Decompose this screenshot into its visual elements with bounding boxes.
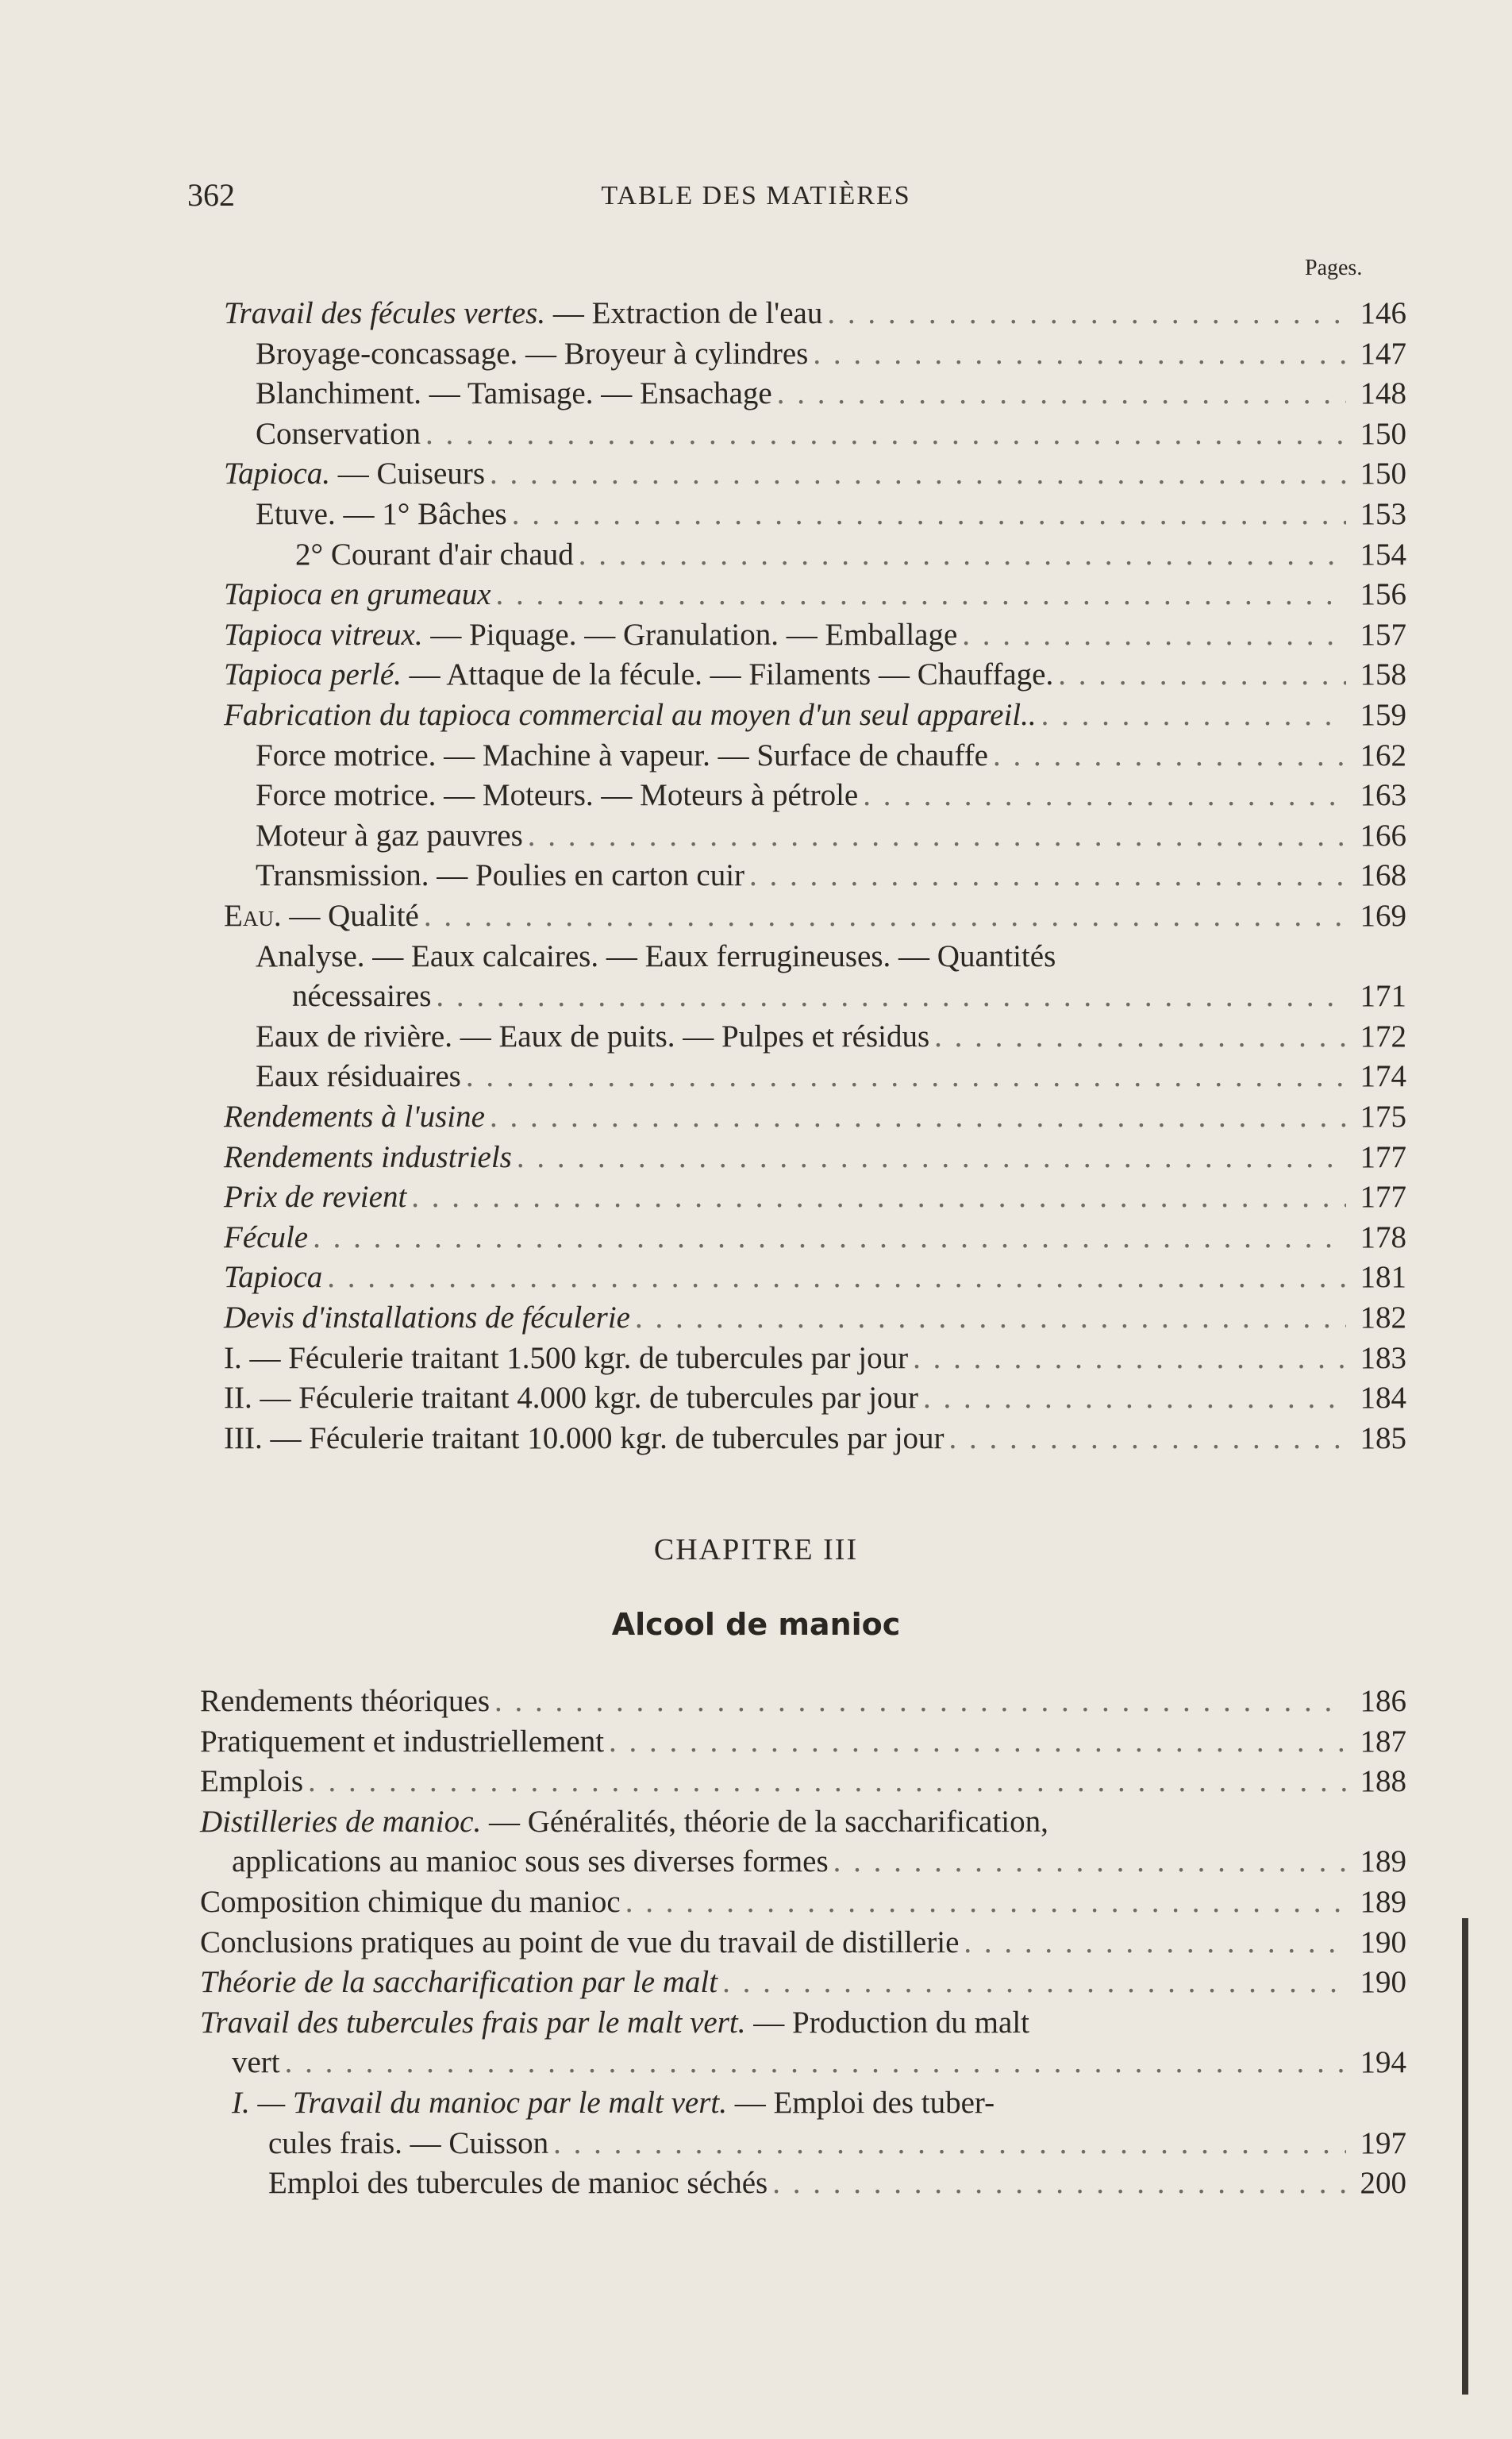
toc-page-number: 159 (1360, 698, 1406, 732)
toc-page-number: 147 (1360, 336, 1406, 371)
toc-entry (224, 454, 1406, 494)
toc-page-number: 181 (1360, 1260, 1406, 1295)
toc-entry-text (224, 1138, 512, 1177)
dot-leader (744, 856, 1346, 896)
toc-entry (224, 655, 1406, 695)
toc-entry (200, 1722, 1406, 1762)
toc-page-number: 174 (1360, 1059, 1406, 1094)
toc-page-number: 189 (1360, 1844, 1406, 1879)
toc-entry (224, 1097, 1406, 1137)
toc-page-number: 175 (1360, 1100, 1406, 1134)
toc-page-number: 156 (1360, 577, 1406, 612)
toc-page-number: 183 (1360, 1340, 1406, 1375)
toc-entry-segment: II. — Féculerie traitant 4.000 kgr. de tubercules par jour (224, 1381, 919, 1416)
toc-entry-segment: Eau. (224, 899, 282, 933)
toc-entry-text (200, 1882, 621, 1922)
toc-entry (200, 2003, 1406, 2043)
dot-leader (988, 736, 1346, 776)
pages-column-label: Pages. (1305, 256, 1363, 280)
toc-page-number: 162 (1360, 738, 1406, 773)
dot-leader (431, 977, 1346, 1016)
dot-leader (490, 1682, 1346, 1721)
page-number: 362 (187, 177, 235, 213)
toc-entry (200, 1682, 1406, 1721)
toc-page-number: 172 (1360, 1019, 1406, 1054)
toc-entry-text (200, 1963, 718, 2002)
toc-entry-segment: Fécule (224, 1220, 309, 1254)
toc-entry-text (224, 1177, 406, 1217)
toc-entry-segment: nécessaires (292, 979, 432, 1014)
toc-entry-segment: — Généralités, théorie de la saccharification, (481, 1804, 1048, 1839)
toc-entry (200, 1963, 1406, 2002)
toc-entry (200, 1923, 1406, 1963)
toc-entry (256, 495, 1406, 534)
toc-entry-text (256, 1057, 461, 1096)
toc-entry-text (256, 937, 1056, 977)
dot-leader (303, 1762, 1346, 1801)
dot-leader (1053, 655, 1346, 695)
dot-leader (768, 2164, 1346, 2203)
toc-page-number: 187 (1360, 1724, 1406, 1759)
toc-entry-text (224, 1378, 918, 1418)
toc-entry (224, 1339, 1406, 1378)
toc-entry-segment: Emplois (200, 1764, 304, 1799)
dot-leader (630, 1298, 1346, 1338)
dot-leader (908, 1339, 1346, 1378)
toc-entry-text (224, 1258, 322, 1297)
toc-entry-text (256, 856, 744, 896)
toc-entry-segment: Eaux de rivière. — Eaux de puits. — Pulpes et résidus (256, 1019, 930, 1054)
toc-entry-text (232, 1842, 829, 1882)
toc-entry-segment: Rendements à l'usine (224, 1100, 485, 1134)
toc-entry-segment: — Cuiseurs (330, 457, 486, 491)
chapter-label: CHAPITRE III (653, 1533, 859, 1566)
toc-entry-text (232, 2083, 995, 2123)
toc-entry-segment: Composition chimique du manioc (200, 1885, 621, 1919)
running-title: TABLE DES MATIÈRES (601, 181, 911, 210)
toc-entry-segment: Tapioca (224, 1260, 323, 1295)
toc-page-number: 153 (1360, 497, 1406, 531)
toc-entry-segment: Devis d'installations de féculerie (224, 1300, 630, 1335)
dot-leader (829, 1842, 1346, 1882)
toc-entry (224, 1419, 1406, 1458)
toc-page-number: 185 (1360, 1420, 1406, 1455)
toc-entry-text (268, 2164, 768, 2203)
toc-entry-text (200, 1682, 490, 1721)
toc-entry-segment: applications au manioc sous ses diverses formes (232, 1844, 829, 1879)
toc-entry-segment: Emploi des tubercules de manioc séchés (268, 2166, 768, 2201)
toc-entry-segment: Prix de revient (224, 1180, 407, 1215)
toc-page-number: 182 (1360, 1300, 1406, 1335)
toc-entry (200, 1802, 1406, 1842)
toc-entry-text (200, 1762, 303, 1801)
toc-entry-segment: Conclusions pratiques au point de vue du travail de distillerie (200, 1925, 960, 1959)
toc-entry-text (200, 1722, 604, 1762)
toc-entry-text (256, 776, 858, 815)
toc-entry-segment: Rendements théoriques (200, 1684, 490, 1718)
toc-entry (256, 1017, 1406, 1057)
toc-entry-text (224, 695, 1037, 735)
toc-page-number: 189 (1360, 1885, 1406, 1919)
toc-entry-text (224, 294, 822, 333)
toc-entry-segment: Eaux résiduaires (256, 1059, 461, 1094)
toc-entry-segment: Blanchiment. — Tamisage. — Ensachage (256, 376, 772, 411)
toc-entry (224, 575, 1406, 615)
toc-page-number: 197 (1360, 2125, 1406, 2160)
dot-leader (322, 1258, 1346, 1297)
toc-entry-text (224, 1298, 630, 1338)
toc-page-number: 194 (1360, 2045, 1406, 2080)
dot-leader (280, 2043, 1346, 2083)
dot-leader (957, 615, 1346, 655)
toc-entry (256, 816, 1406, 856)
toc-entry-segment: — Production du malt (745, 2005, 1029, 2040)
toc-entry-segment: — Piquage. — Granulation. — Emballage (422, 617, 958, 652)
toc-entry-text (224, 896, 419, 936)
toc-entry-segment: Etuve. — 1° Bâches (256, 497, 507, 531)
dot-leader (959, 1923, 1346, 1963)
toc-entry-segment: cules frais. — Cuisson (268, 2125, 549, 2160)
toc-entry-text (256, 334, 808, 374)
toc-entry-text (224, 1419, 945, 1458)
toc-entry-segment: III. — Féculerie traitant 10.000 kgr. de tubercules par jour (224, 1420, 945, 1455)
toc-entry-text (224, 1097, 485, 1137)
toc-page-number: 178 (1360, 1220, 1406, 1254)
toc-entry-segment: Rendements industriels (224, 1139, 512, 1174)
toc-entry (268, 2124, 1406, 2164)
toc-page-number: 190 (1360, 1965, 1406, 2000)
dot-leader (929, 1017, 1346, 1057)
toc-page-number: 163 (1360, 778, 1406, 813)
toc-entry (256, 1057, 1406, 1096)
toc-entry-segment: Distilleries de manioc. (200, 1804, 482, 1839)
toc-entry-text (232, 2043, 280, 2083)
toc-entry-segment: Force motrice. — Moteurs. — Moteurs à pétrole (256, 778, 859, 813)
toc-entry-segment: — Qualité (281, 899, 419, 933)
dot-leader (421, 414, 1346, 454)
dot-leader (772, 374, 1346, 414)
toc-entry-segment: Théorie de la saccharification par le malt (200, 1965, 718, 2000)
dot-leader (308, 1218, 1346, 1258)
toc-entry-segment: Tapioca. (224, 457, 331, 491)
toc-entry-text (224, 1339, 908, 1378)
toc-entry (256, 736, 1406, 776)
toc-entry-segment: vert (232, 2045, 280, 2080)
dot-leader (945, 1419, 1346, 1458)
toc-entry-text (224, 1218, 308, 1258)
toc-entry-text (256, 736, 988, 776)
toc-entry-segment: Broyage-concassage. — Broyeur à cylindres (256, 336, 809, 371)
toc-entry-segment: 2° Courant d'air chaud (295, 537, 574, 572)
dot-leader (406, 1177, 1346, 1217)
toc-entry-text (295, 535, 574, 575)
toc-entry-segment: I. — Travail du manioc par le malt vert. (232, 2086, 727, 2120)
toc-entry-text (224, 454, 485, 494)
toc-entry-text (256, 374, 772, 414)
dot-leader (461, 1057, 1346, 1096)
toc-page-number: 146 (1360, 296, 1406, 330)
toc-entry-segment: Fabrication du tapioca commercial au moyen d'un seul appareil.. (224, 698, 1037, 732)
toc-entry-text (256, 816, 523, 856)
toc-entry-segment: Tapioca vitreux. (224, 617, 423, 652)
toc-entry-text (224, 655, 1053, 695)
toc-entry (256, 374, 1406, 414)
dot-leader (491, 575, 1346, 615)
toc-entry-text (292, 977, 431, 1016)
dot-leader (507, 495, 1346, 534)
toc-entry-segment: — Extraction de l'eau (545, 296, 823, 330)
toc-entry (224, 1378, 1406, 1418)
toc-page-number: 158 (1360, 657, 1406, 692)
toc-entry-text (256, 495, 507, 534)
page-edge-mark (1462, 1918, 1468, 2395)
toc-entry (232, 1842, 1406, 1882)
dot-leader (485, 454, 1346, 494)
toc-entry (232, 2043, 1406, 2083)
toc-entry (292, 977, 1406, 1016)
toc-entry (256, 856, 1406, 896)
toc-page-number: 177 (1360, 1180, 1406, 1215)
toc-entry (256, 776, 1406, 815)
toc-entry-segment: Travail des fécules vertes. (224, 296, 546, 330)
dot-leader (858, 776, 1346, 815)
toc-entry-text (200, 1802, 1048, 1842)
toc-entry-text (200, 2003, 1029, 2043)
toc-entry-segment: Travail des tubercules frais par le malt vert. (200, 2005, 746, 2040)
toc-entry-text (224, 615, 957, 655)
toc-page-number: 188 (1360, 1764, 1406, 1799)
toc-entry-segment: Pratiquement et industriellement (200, 1724, 605, 1759)
toc-page-number: 169 (1360, 899, 1406, 933)
toc-page-number: 171 (1360, 979, 1406, 1014)
dot-leader (523, 816, 1346, 856)
toc-entry (224, 1298, 1406, 1338)
toc-entry-segment: Moteur à gaz pauvres (256, 818, 523, 853)
dot-leader (604, 1722, 1346, 1762)
toc-entry (224, 1258, 1406, 1297)
toc-entry-text (224, 575, 491, 615)
toc-page-number: 150 (1360, 457, 1406, 491)
toc-entry (256, 937, 1406, 977)
dot-leader (485, 1097, 1346, 1137)
toc-entry (256, 334, 1406, 374)
toc-entry (224, 695, 1406, 735)
dot-leader (512, 1138, 1346, 1177)
toc-entry (224, 1138, 1406, 1177)
toc-entry-segment: Conservation (256, 416, 421, 451)
toc-entry (224, 294, 1406, 333)
toc-page-number: 148 (1360, 376, 1406, 411)
dot-leader (822, 294, 1346, 333)
toc-entry (200, 1882, 1406, 1922)
toc-page-number: 166 (1360, 818, 1406, 853)
toc-page-number: 157 (1360, 617, 1406, 652)
toc-page-number: 168 (1360, 858, 1406, 893)
toc-entry-segment: Analyse. — Eaux calcaires. — Eaux ferrugineuses. — Quantités (256, 938, 1056, 973)
toc-entry-segment: I. — Féculerie traitant 1.500 kgr. de tubercules par jour (224, 1340, 909, 1375)
toc-entry-text (200, 1923, 959, 1963)
toc-entry (224, 1218, 1406, 1258)
toc-entry (232, 2083, 1406, 2123)
dot-leader (1037, 695, 1346, 735)
chapter-title: Alcool de manioc (611, 1607, 901, 1642)
toc-entry-text (268, 2124, 548, 2164)
toc-page-number: 184 (1360, 1381, 1406, 1416)
dot-leader (718, 1963, 1346, 2002)
toc-entry (256, 414, 1406, 454)
toc-entry-text (256, 414, 421, 454)
toc-entry-segment: Tapioca en grumeaux (224, 577, 491, 612)
toc-entry (268, 2164, 1406, 2203)
toc-page-number: 200 (1360, 2166, 1406, 2201)
toc-page-number: 150 (1360, 416, 1406, 451)
dot-leader (574, 535, 1346, 575)
dot-leader (621, 1882, 1346, 1922)
dot-leader (918, 1378, 1346, 1418)
toc-entry-segment: — Emploi des tuber- (726, 2086, 995, 2120)
toc-page-number: 154 (1360, 537, 1406, 572)
toc-entry (200, 1762, 1406, 1801)
toc-entry (295, 535, 1406, 575)
toc-page-number: 190 (1360, 1925, 1406, 1959)
dot-leader (808, 334, 1346, 374)
toc-entry (224, 896, 1406, 936)
toc-entry-segment: Tapioca perlé. (224, 657, 402, 692)
toc-entry-text (256, 1017, 929, 1057)
toc-entry-segment: Force motrice. — Machine à vapeur. — Surface de chauffe (256, 738, 988, 773)
toc-entry (224, 615, 1406, 655)
toc-page-number: 186 (1360, 1684, 1406, 1718)
toc-page-number: 177 (1360, 1139, 1406, 1174)
toc-entry-segment: Transmission. — Poulies en carton cuir (256, 858, 745, 893)
toc-entry (224, 1177, 1406, 1217)
toc-entry-segment: — Attaque de la fécule. — Filaments — Chauffage. (401, 657, 1054, 692)
dot-leader (419, 896, 1346, 936)
dot-leader (548, 2124, 1346, 2164)
